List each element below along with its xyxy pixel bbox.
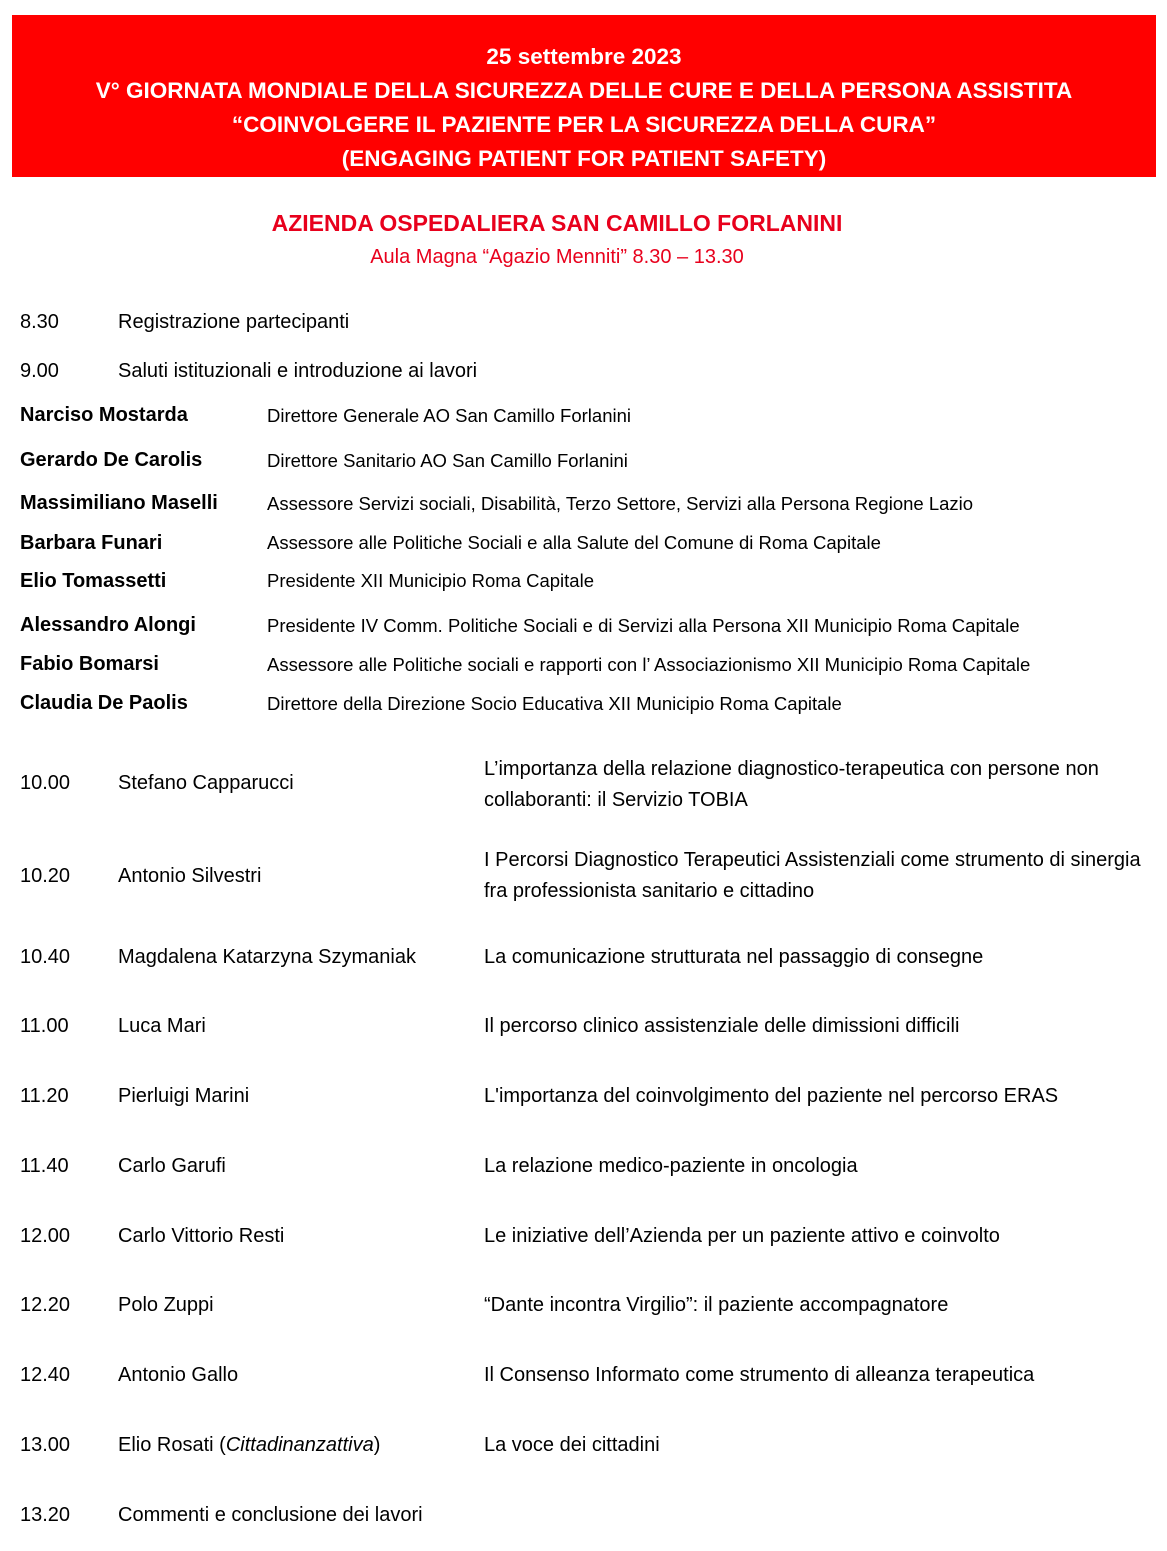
talk-time: 10.20 <box>20 865 71 887</box>
talk-time: 12.00 <box>20 1225 71 1247</box>
authority-name: Massimiliano Maselli <box>20 492 218 514</box>
talk-title: La comunicazione strutturata nel passaggio di consegne <box>484 946 984 968</box>
opening-time: 8.30 <box>20 311 59 333</box>
authority-name: Barbara Funari <box>20 532 163 554</box>
talk-speaker: Polo Zuppi <box>118 1294 214 1316</box>
venue: Aula Magna “Agazio Menniti” 8.30 – 13.30 <box>370 246 744 268</box>
talk-title: L’importanza della relazione diagnostico-terapeutica con persone non collaboranti: il Servizio TOBIA <box>484 758 1099 811</box>
authority-role: Direttore Generale AO San Camillo Forlanini <box>267 405 631 426</box>
closing-text: Commenti e conclusione dei lavori <box>118 1504 423 1526</box>
event-theme: “COINVOLGERE IL PAZIENTE PER LA SICUREZZA DELLA CURA” <box>231 112 937 137</box>
event-theme-english: (ENGAGING PATIENT FOR PATIENT SAFETY) <box>341 146 827 171</box>
authority-role: Direttore della Direzione Socio Educativa XII Municipio Roma Capitale <box>267 693 842 714</box>
authority-role: Presidente XII Municipio Roma Capitale <box>267 570 594 591</box>
talk-title: Le iniziative dell’Azienda per un paziente attivo e coinvolto <box>484 1225 1000 1247</box>
organization-name: AZIENDA OSPEDALIERA SAN CAMILLO FORLANINI <box>271 210 843 236</box>
authority-name: Elio Tomassetti <box>20 570 167 592</box>
talk-speaker: Carlo Vittorio Resti <box>118 1225 285 1247</box>
closing-time: 13.20 <box>20 1504 71 1526</box>
authority-name: Gerardo De Carolis <box>20 449 203 471</box>
authority-role: Assessore Servizi sociali, Disabilità, Terzo Settore, Servizi alla Persona Regione Lazio <box>267 493 974 514</box>
talk-speaker: Elio Rosati <box>118 1434 214 1456</box>
talk-speaker: Luca Mari <box>118 1015 206 1037</box>
talk-time: 11.00 <box>20 1015 69 1037</box>
authority-name: Alessandro Alongi <box>20 614 196 636</box>
talk-speaker: Carlo Garufi <box>118 1155 226 1177</box>
authority-role: Assessore alle Politiche sociali e rapporti con l’ Associazionismo XII Municipio Roma Capitale <box>267 654 1031 675</box>
header-banner <box>12 15 1156 177</box>
opening-text: Saluti istituzionali e introduzione ai lavori <box>118 360 478 382</box>
talk-speaker-line: Elio Rosati (Cittadinanzattiva) <box>118 1434 381 1456</box>
talk-speaker: Antonio Silvestri <box>118 865 262 887</box>
talk-time: 12.20 <box>20 1294 71 1316</box>
talk-title: La voce dei cittadini <box>484 1434 660 1456</box>
talk-title: I Percorsi Diagnostico Terapeutici Assistenziali come strumento di sinergia fra professionista sanitario e cittadino <box>484 849 1141 902</box>
authority-name: Fabio Bomarsi <box>20 653 159 675</box>
opening-time: 9.00 <box>20 360 59 382</box>
authority-role: Assessore alle Politiche Sociali e alla Salute del Comune di Roma Capitale <box>267 532 881 553</box>
talk-title: “Dante incontra Virgilio”: il paziente accompagnatore <box>484 1294 949 1316</box>
talk-title: La relazione medico-paziente in oncologia <box>484 1155 858 1177</box>
talk-time: 11.20 <box>20 1085 69 1107</box>
talk-time: 12.40 <box>20 1364 71 1386</box>
authority-name: Claudia De Paolis <box>20 692 188 714</box>
speaker-affiliation: Cittadinanzattiva <box>225 1434 374 1456</box>
talk-title: L'importanza del coinvolgimento del paziente nel percorso ERAS <box>484 1085 1059 1107</box>
talk-speaker: Stefano Capparucci <box>118 772 294 794</box>
opening-text: Registrazione partecipanti <box>118 311 350 333</box>
talk-time: 13.00 <box>20 1434 71 1456</box>
talk-speaker: Antonio Gallo <box>118 1364 239 1386</box>
talk-time: 10.00 <box>20 772 71 794</box>
talk-speaker: Pierluigi Marini <box>118 1085 250 1107</box>
talk-speaker: Magdalena Katarzyna Szymaniak <box>118 946 416 968</box>
authority-role: Presidente IV Comm. Politiche Sociali e di Servizi alla Persona XII Municipio Roma Capitale <box>267 615 1020 636</box>
event-date: 25 settembre 2023 <box>486 44 682 69</box>
event-title: V° GIORNATA MONDIALE DELLA SICUREZZA DELLE CURE E DELLA PERSONA ASSISTITA <box>95 78 1073 103</box>
talk-time: 11.40 <box>20 1155 69 1177</box>
authority-role: Direttore Sanitario AO San Camillo Forlanini <box>267 450 628 471</box>
talk-time: 10.40 <box>20 946 71 968</box>
talk-title: Il percorso clinico assistenziale delle dimissioni difficili <box>484 1015 960 1037</box>
authority-name: Narciso Mostarda <box>20 404 188 426</box>
talk-title: Il Consenso Informato come strumento di alleanza terapeutica <box>484 1364 1035 1386</box>
